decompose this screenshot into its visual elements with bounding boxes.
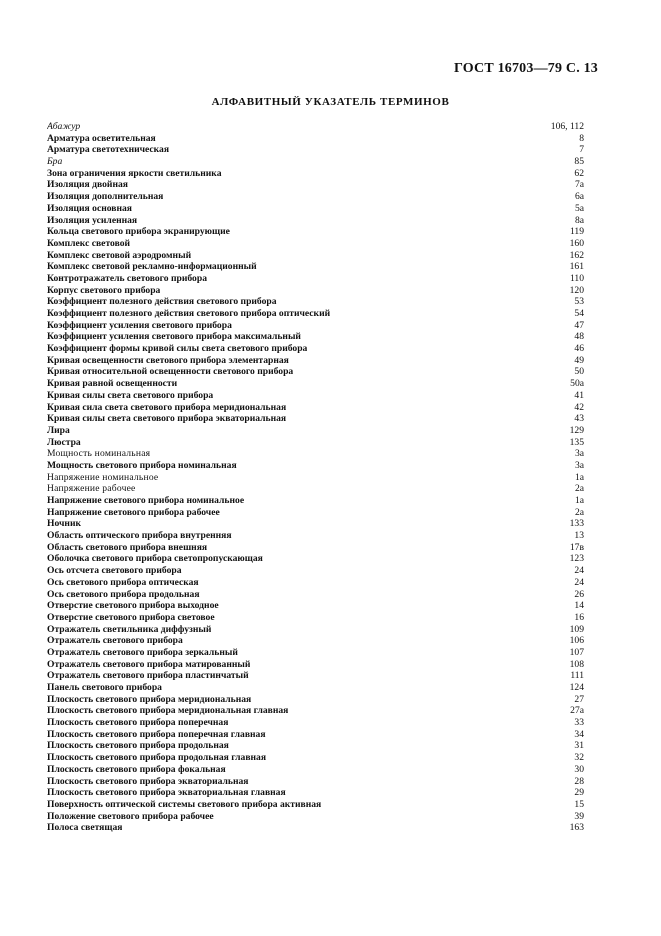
index-term: Плоскость светового прибора экваториальная главная (47, 787, 286, 799)
index-entry (47, 366, 584, 378)
page-header: ГОСТ 16703—79 С. 13 (454, 61, 598, 76)
index-entry (47, 577, 584, 589)
index-page-ref: 8а (574, 214, 584, 226)
index-page-ref: 1а (574, 471, 584, 483)
index-page-ref: 120 (569, 284, 584, 296)
index-term: Ось светового прибора продольная (47, 588, 200, 600)
index-entry (47, 776, 584, 788)
index-term: Плоскость светового прибора меридиональная главная (47, 705, 289, 717)
index-page-ref: 106, 112 (550, 121, 584, 132)
index-term: Отражатель светового прибора (47, 635, 183, 647)
index-term: Изоляция дополнительная (47, 191, 164, 203)
index-page-ref: 109 (569, 623, 584, 635)
index-page-ref: 27а (570, 705, 584, 717)
index-entry (47, 296, 584, 308)
index-entry (47, 740, 584, 752)
index-entry (47, 600, 584, 612)
page-title: АЛФАВИТНЫЙ УКАЗАТЕЛЬ ТЕРМИНОВ (211, 96, 450, 108)
index-entry (47, 390, 584, 402)
index-term: Напряжение светового прибора рабочее (47, 506, 220, 518)
index-term: Панель светового прибора (47, 682, 162, 693)
term-index-list (47, 121, 584, 834)
index-term: Абажур (47, 121, 81, 132)
index-term: Положение светового прибора рабочее (47, 810, 214, 822)
index-page-ref: 39 (574, 810, 584, 822)
index-entry (47, 402, 584, 414)
index-term: Область светового прибора внешняя (47, 541, 208, 553)
index-term: Мощность светового прибора номинальная (47, 459, 237, 471)
index-entry (47, 156, 584, 168)
index-term: Ночник (47, 518, 82, 530)
index-page-ref: 24 (574, 576, 584, 588)
index-page-ref: 7 (579, 144, 584, 156)
index-page-ref: 2а (574, 483, 584, 495)
index-entry (47, 705, 584, 717)
index-page-ref: 47 (574, 319, 584, 331)
index-entry (47, 238, 584, 250)
index-entry (47, 472, 584, 484)
index-entry (47, 624, 584, 636)
index-entry (47, 542, 584, 554)
index-page-ref: 28 (574, 775, 584, 787)
index-term: Отверстие светового прибора выходное (47, 600, 219, 612)
index-entry (47, 565, 584, 577)
index-term: Коэффициент формы кривой силы света светового прибора (47, 343, 308, 355)
index-entry (47, 647, 584, 659)
index-page-ref: 54 (574, 308, 584, 319)
index-page-ref: 111 (570, 670, 584, 682)
index-page-ref: 53 (574, 296, 584, 308)
index-page-ref: 162 (569, 249, 584, 261)
index-page-ref: 29 (574, 787, 584, 799)
index-term: Плоскость светового прибора продольная главная (47, 752, 267, 764)
index-term: Мощность номинальная (47, 448, 151, 460)
index-term: Плоскость светового прибора меридиональная (47, 693, 252, 705)
index-page-ref: 160 (569, 237, 584, 249)
index-term: Коэффициент полезного действия светового прибора (47, 296, 277, 308)
index-term: Отражатель светового прибора зеркальный (47, 646, 238, 658)
index-term: Комплекс световой аэродромный (47, 249, 192, 261)
index-entry (47, 320, 584, 332)
index-page-ref: 107 (569, 646, 584, 658)
index-term: Кривая силы света светового прибора экваториальная (47, 413, 287, 425)
index-term: Кривая сила света светового прибора меридиональная (47, 401, 287, 413)
index-term: Кривая равной освещенности (47, 378, 178, 390)
index-entry (47, 144, 584, 156)
index-term: Контротражатель светового прибора (47, 272, 207, 284)
index-term: Кривая освещенности светового прибора элементарная (47, 354, 289, 366)
index-entry (47, 507, 584, 519)
index-page-ref: 133 (569, 518, 584, 530)
index-entry (47, 215, 584, 227)
index-term: Напряжение рабочее (47, 483, 136, 495)
index-page-ref: 124 (569, 682, 584, 693)
index-page-ref: 5а (574, 202, 584, 214)
index-term: Коэффициент усиления светового прибора максимальный (47, 331, 301, 343)
index-term: Напряжение светового прибора номинальное (47, 495, 245, 506)
index-entry (47, 121, 584, 133)
index-page-ref: 1а (574, 495, 584, 506)
index-entry (47, 822, 584, 834)
index-entry (47, 670, 584, 682)
index-entry (47, 343, 584, 355)
index-page-ref: 161 (569, 261, 584, 273)
index-entry (47, 460, 584, 472)
index-term: Плоскость светового прибора экваториальная (47, 775, 249, 787)
index-term: Плоскость светового прибора поперечная (47, 717, 229, 729)
index-entry (47, 589, 584, 601)
index-page-ref: 3а (574, 448, 584, 460)
index-page-ref: 49 (574, 354, 584, 366)
index-entry (47, 437, 584, 449)
index-term: Кольца светового прибора экранирующие (47, 226, 230, 238)
index-page-ref: 26 (574, 588, 584, 600)
index-entry (47, 483, 584, 495)
index-page-ref: 7а (574, 179, 584, 191)
index-page-ref: 27 (574, 693, 584, 705)
index-page-ref: 14 (574, 600, 584, 612)
index-term: Лира (47, 424, 70, 436)
index-entry (47, 261, 584, 273)
index-page-ref: 42 (574, 401, 584, 413)
index-term: Отражатель светового прибора матированный (47, 658, 251, 670)
index-term: Корпус светового прибора (47, 284, 161, 296)
index-entry (47, 425, 584, 437)
index-page-ref: 41 (574, 389, 584, 401)
index-entry (47, 355, 584, 367)
index-page-ref: 33 (574, 717, 584, 729)
index-entry (47, 518, 584, 530)
index-page-ref: 48 (574, 331, 584, 343)
index-page-ref: 135 (569, 436, 584, 448)
index-entry (47, 612, 584, 624)
index-term: Ось отсчета светового прибора (47, 565, 182, 577)
index-entry (47, 273, 584, 285)
index-term: Бра (47, 156, 63, 168)
index-term: Коэффициент полезного действия светового прибора оптический (47, 308, 331, 319)
index-page-ref: 106 (569, 635, 584, 647)
index-page-ref: 50 (574, 366, 584, 378)
index-entry (47, 811, 584, 823)
index-page-ref: 13 (574, 530, 584, 542)
index-entry (47, 308, 584, 320)
index-entry (47, 168, 584, 180)
index-term: Полоса светящая (47, 822, 123, 834)
index-term: Напряжение номинальное (47, 471, 159, 483)
index-term: Кривая относительной освещенности светового прибора (47, 366, 294, 378)
index-entry (47, 635, 584, 647)
index-term: Коэффициент усиления светового прибора (47, 319, 232, 331)
index-entry (47, 694, 584, 706)
index-term: Изоляция усиленная (47, 214, 138, 226)
index-page-ref: 17в (569, 541, 584, 553)
index-page-ref: 62 (574, 167, 584, 179)
index-term: Отражатель светильника диффузный (47, 623, 212, 635)
index-page-ref: 24 (574, 565, 584, 577)
index-entry (47, 530, 584, 542)
index-entry (47, 729, 584, 741)
index-term: Оболочка светового прибора светопропускающая (47, 553, 263, 565)
index-entry (47, 250, 584, 262)
index-term: Комплекс световой рекламно-информационный (47, 261, 257, 273)
index-page-ref: 2а (574, 506, 584, 518)
index-term: Кривая силы света светового прибора (47, 389, 214, 401)
index-page-ref: 46 (574, 343, 584, 355)
index-page-ref: 85 (574, 156, 584, 168)
index-entry (47, 133, 584, 145)
index-term: Изоляция двойная (47, 179, 128, 191)
index-page-ref: 6а (574, 191, 584, 203)
index-page-ref: 32 (574, 752, 584, 764)
index-term: Отверстие светового прибора световое (47, 611, 215, 623)
index-term: Арматура светотехническая (47, 144, 170, 156)
index-entry (47, 787, 584, 799)
index-entry (47, 413, 584, 425)
index-entry (47, 285, 584, 297)
index-term: Плоскость светового прибора фокальная (47, 763, 226, 775)
index-entry (47, 764, 584, 776)
index-entry (47, 682, 584, 694)
index-entry (47, 331, 584, 343)
index-term: Изоляция основная (47, 202, 132, 214)
index-page-ref: 123 (569, 553, 584, 565)
index-entry (47, 191, 584, 203)
index-term: Отражатель светового прибора пластинчатый (47, 670, 249, 682)
index-entry (47, 226, 584, 238)
index-entry (47, 553, 584, 565)
index-entry (47, 179, 584, 191)
index-term: Комплекс световой (47, 237, 131, 249)
index-term: Плоскость светового прибора продольная (47, 740, 229, 752)
index-page-ref: 129 (569, 424, 584, 436)
index-term: Поверхность оптической системы светового прибора активная (47, 798, 322, 810)
index-page-ref: 43 (574, 413, 584, 425)
index-entry (47, 448, 584, 460)
index-entry (47, 495, 584, 507)
index-entry (47, 799, 584, 811)
index-page-ref: 8 (579, 132, 584, 144)
index-term: Ось светового прибора оптическая (47, 576, 199, 588)
index-entry (47, 203, 584, 215)
index-page-ref: 3а (574, 459, 584, 471)
index-page-ref: 16 (574, 611, 584, 623)
index-entry (47, 378, 584, 390)
index-term: Арматура осветительная (47, 132, 156, 144)
index-page-ref: 110 (569, 272, 584, 284)
index-page-ref: 108 (569, 658, 584, 670)
index-page-ref: 15 (574, 798, 584, 810)
index-term: Зона ограничения яркости светильника (47, 167, 222, 179)
index-page-ref: 31 (574, 740, 584, 752)
index-entry (47, 752, 584, 764)
index-term: Область оптического прибора внутренняя (47, 530, 232, 542)
index-page-ref: 163 (569, 822, 584, 834)
index-entry (47, 717, 584, 729)
index-page-ref: 30 (574, 763, 584, 775)
index-entry (47, 659, 584, 671)
index-page-ref: 50а (570, 378, 584, 390)
index-page-ref: 119 (569, 226, 584, 238)
index-term: Плоскость светового прибора поперечная главная (47, 728, 266, 740)
index-page-ref: 34 (574, 728, 584, 740)
index-term: Люстра (47, 436, 81, 448)
